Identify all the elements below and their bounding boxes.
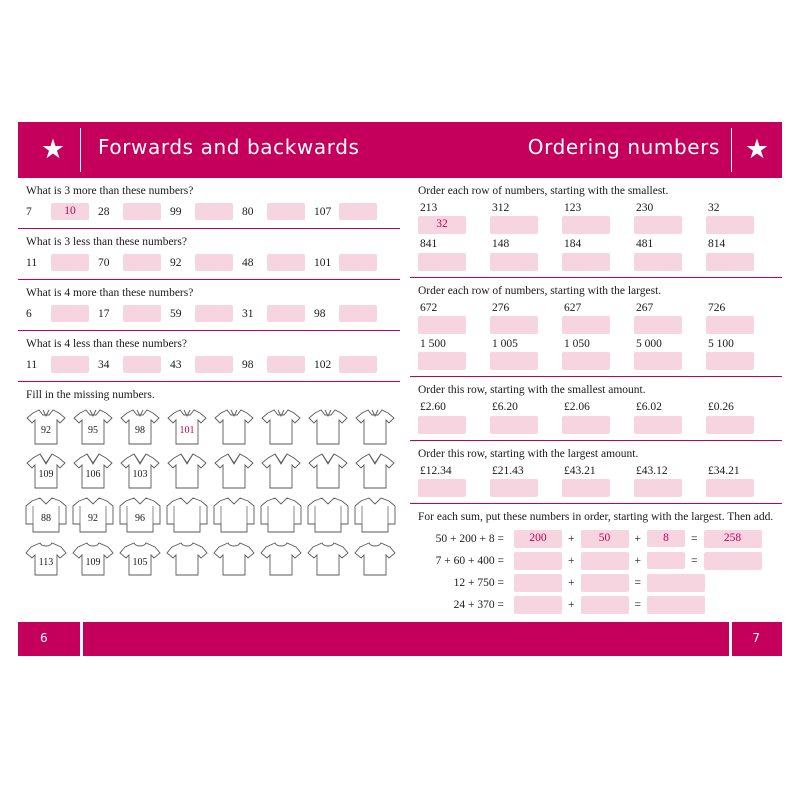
number-cell	[418, 465, 490, 497]
shirt-row	[18, 450, 400, 492]
sum-term-box[interactable]	[647, 552, 685, 569]
answer-box[interactable]	[418, 316, 466, 334]
shirt-label: 105	[132, 557, 148, 568]
number-cell	[706, 338, 778, 370]
given-number: 1 500	[420, 337, 446, 350]
number-cell	[490, 338, 562, 370]
equals-sign: =	[634, 576, 641, 589]
number-cell	[490, 401, 562, 433]
sum-result-box[interactable]	[647, 596, 705, 614]
shirt-item[interactable]	[212, 406, 256, 448]
page-number-left: 6	[40, 631, 48, 645]
answer-box[interactable]	[706, 216, 754, 234]
answer-box[interactable]	[562, 416, 610, 434]
sum-term-box[interactable]: 50	[581, 530, 629, 548]
shirt-item[interactable]	[71, 406, 115, 448]
right-page-content	[410, 178, 782, 622]
answer-pair	[170, 254, 242, 271]
shirt-item[interactable]	[165, 494, 209, 536]
answer-pair	[314, 254, 386, 271]
answer-box[interactable]	[195, 203, 233, 220]
answer-box[interactable]	[706, 416, 754, 434]
star-icon: ★	[744, 134, 770, 164]
given-number: 841	[420, 238, 438, 251]
number-cell	[562, 338, 634, 370]
exercise-prompt: Order this row, starting with the largest amount.	[418, 447, 639, 460]
sum-expression: 12 + 750 =	[453, 576, 504, 589]
sum-expression: 50 + 200 + 8 =	[435, 532, 504, 545]
shirt-item[interactable]	[353, 406, 397, 448]
answer-box[interactable]	[562, 253, 610, 271]
given-number: £21.43	[492, 464, 524, 477]
given-number: 107	[314, 205, 332, 218]
exercise-prompt: Order each row of numbers, starting with the smallest.	[418, 185, 669, 197]
answer-box[interactable]	[195, 305, 233, 322]
number-cell	[634, 401, 706, 433]
given-number: £6.02	[636, 401, 662, 414]
shirt-item[interactable]	[71, 494, 115, 536]
given-number: 5 100	[708, 337, 734, 350]
sum-result-box[interactable]	[704, 552, 762, 570]
answer-pair	[242, 254, 314, 271]
given-number: 99	[170, 205, 182, 218]
answer-pair	[242, 203, 314, 220]
answer-pair	[98, 305, 170, 322]
number-cell	[634, 238, 706, 270]
answer-box[interactable]	[490, 479, 538, 497]
given-number: 17	[98, 307, 110, 320]
sum-term-box[interactable]	[514, 596, 562, 614]
number-row	[410, 302, 782, 334]
given-number: 627	[564, 301, 582, 314]
given-number: 98	[242, 358, 254, 371]
answer-box[interactable]	[51, 254, 89, 271]
answer-box[interactable]	[562, 352, 610, 370]
answer-box[interactable]	[490, 316, 538, 334]
header-divider-left	[80, 128, 81, 172]
given-number: 32	[708, 202, 720, 214]
number-row	[410, 202, 782, 234]
given-number: 11	[26, 358, 38, 371]
given-number: 481	[636, 238, 654, 251]
answer-box[interactable]	[339, 203, 377, 220]
answer-box[interactable]	[706, 253, 754, 271]
shirt-label: 103	[132, 469, 148, 480]
answer-box[interactable]	[634, 316, 682, 334]
sum-row	[410, 572, 782, 594]
given-number: 7	[26, 205, 32, 218]
given-number: £0.26	[708, 401, 734, 414]
equals-sign: =	[691, 532, 698, 545]
shirt-item[interactable]	[306, 450, 350, 492]
answer-box[interactable]	[562, 316, 610, 334]
shirt-item[interactable]	[306, 494, 350, 536]
answer-box[interactable]	[706, 352, 754, 370]
given-number: 101	[314, 256, 332, 269]
number-cell	[706, 465, 778, 497]
shirt-label: 92	[41, 425, 51, 436]
footer-divider-left	[80, 622, 83, 656]
number-cell	[706, 401, 778, 433]
answer-box[interactable]	[51, 356, 89, 373]
number-cell	[562, 202, 634, 234]
given-number: 6	[26, 307, 32, 320]
shirt-item[interactable]	[212, 450, 256, 492]
shirt-item[interactable]	[24, 494, 68, 536]
exercise-prompt: Order each row of numbers, starting with the largest.	[418, 284, 662, 297]
sum-term-box[interactable]	[581, 552, 629, 570]
number-cell	[490, 302, 562, 334]
answer-box[interactable]	[490, 253, 538, 271]
exercise-prompt: Order this row, starting with the smallest amount.	[418, 384, 646, 397]
number-cell	[418, 401, 490, 433]
shirt-label: 113	[38, 557, 54, 568]
answer-box[interactable]	[195, 356, 233, 373]
sum-row	[410, 528, 782, 550]
answer-pair	[242, 356, 314, 373]
given-number: 98	[314, 307, 326, 320]
shirt-item[interactable]	[212, 538, 256, 580]
answer-box[interactable]	[634, 416, 682, 434]
plus-sign: +	[634, 554, 641, 567]
number-cell	[418, 302, 490, 334]
answer-pair	[98, 356, 170, 373]
exercise-3-more	[18, 178, 400, 229]
given-number: 11	[26, 256, 38, 269]
answer-box[interactable]	[562, 216, 610, 234]
plus-sign: +	[568, 576, 575, 589]
given-number: 34	[98, 358, 110, 371]
answer-box[interactable]	[418, 416, 466, 434]
number-row	[410, 334, 782, 376]
shirt-item[interactable]	[259, 450, 303, 492]
answer-pair	[98, 203, 170, 220]
answer-pair	[314, 305, 386, 322]
answer-box[interactable]	[490, 216, 538, 234]
answer-box[interactable]	[418, 253, 466, 271]
sum-term-box[interactable]: 200	[514, 530, 562, 548]
column-gutter	[400, 178, 401, 622]
answer-pair	[26, 305, 98, 322]
shirt-item[interactable]	[165, 450, 209, 492]
answer-pair	[314, 356, 386, 373]
number-cell	[418, 238, 490, 270]
number-cell	[490, 465, 562, 497]
answer-box[interactable]	[418, 479, 466, 497]
left-page-content	[18, 178, 400, 622]
shirt-label: 88	[41, 513, 51, 524]
answer-box[interactable]	[195, 254, 233, 271]
header-divider-right	[731, 128, 732, 172]
answer-row	[18, 253, 400, 279]
shirt-item[interactable]	[306, 406, 350, 448]
shirt-row	[18, 406, 400, 448]
exercise-money-smallest	[410, 377, 782, 440]
plus-sign: +	[634, 532, 641, 545]
answer-row	[18, 304, 400, 330]
given-number: 184	[564, 238, 582, 251]
given-number: 267	[636, 301, 654, 314]
answer-pair	[170, 305, 242, 322]
shirt-item[interactable]	[353, 494, 397, 536]
given-number: 70	[98, 256, 110, 269]
answer-box[interactable]	[634, 253, 682, 271]
equals-sign: =	[691, 554, 698, 567]
answer-box[interactable]: 32	[418, 216, 466, 234]
given-number: 726	[708, 301, 726, 314]
answer-pair	[170, 356, 242, 373]
given-number: 59	[170, 307, 182, 320]
star-icon: ★	[40, 134, 66, 164]
given-number: 102	[314, 358, 332, 371]
answer-box[interactable]	[490, 352, 538, 370]
given-number: 312	[492, 202, 510, 214]
answer-box[interactable]	[267, 254, 305, 271]
equals-sign: =	[634, 598, 641, 611]
number-cell	[706, 302, 778, 334]
shirt-item[interactable]	[259, 406, 303, 448]
answer-box[interactable]	[339, 254, 377, 271]
sum-term-box[interactable]	[581, 574, 629, 592]
shirt-item[interactable]	[259, 538, 303, 580]
answer-box[interactable]: 10	[51, 203, 89, 220]
number-cell	[634, 302, 706, 334]
shirt-label: 109	[38, 469, 54, 480]
number-row	[410, 234, 782, 276]
shirt-item[interactable]	[165, 406, 209, 448]
shirt-item[interactable]	[118, 406, 162, 448]
exercise-4-less	[18, 331, 400, 382]
answer-box[interactable]	[634, 352, 682, 370]
given-number: £6.20	[492, 401, 518, 414]
page-title-right: Ordering numbers	[527, 135, 720, 159]
number-cell	[490, 202, 562, 234]
shirt-label: 101	[179, 425, 195, 436]
shirt-item[interactable]	[118, 450, 162, 492]
answer-box[interactable]	[267, 356, 305, 373]
shirt-item[interactable]	[306, 538, 350, 580]
shirt-item[interactable]	[353, 450, 397, 492]
shirt-label: 95	[88, 425, 98, 436]
given-number: £2.06	[564, 401, 590, 414]
answer-pair	[242, 305, 314, 322]
number-cell	[706, 238, 778, 270]
answer-box[interactable]	[123, 305, 161, 322]
shirt-item[interactable]	[118, 538, 162, 580]
given-number: 1 005	[492, 337, 518, 350]
answer-box[interactable]	[51, 305, 89, 322]
given-number: 43	[170, 358, 182, 371]
sum-term-box[interactable]	[514, 574, 562, 592]
answer-pair	[26, 356, 98, 373]
sum-row	[410, 594, 782, 616]
given-number: 31	[242, 307, 254, 320]
shirt-item[interactable]	[24, 538, 68, 580]
exercise-order-smallest	[410, 178, 782, 278]
given-number: 814	[708, 238, 726, 251]
answer-box[interactable]	[339, 305, 377, 322]
given-number: 672	[420, 301, 438, 314]
number-cell	[418, 202, 490, 234]
plus-sign: +	[568, 554, 575, 567]
shirt-item[interactable]	[24, 406, 68, 448]
footer-band	[18, 622, 782, 656]
answer-box[interactable]	[562, 479, 610, 497]
number-cell	[634, 202, 706, 234]
sum-term-box[interactable]	[581, 596, 629, 614]
shirt-item[interactable]	[165, 538, 209, 580]
exercise-prompt: What is 3 less than these numbers?	[26, 236, 187, 248]
answer-pair	[98, 254, 170, 271]
number-cell	[562, 465, 634, 497]
answer-row	[18, 355, 400, 381]
shirt-item[interactable]	[118, 494, 162, 536]
given-number: 230	[636, 202, 654, 214]
given-number: 1 050	[564, 337, 590, 350]
given-number: £43.12	[636, 464, 668, 477]
answer-box[interactable]	[418, 352, 466, 370]
answer-pair	[26, 254, 98, 271]
exercise-prompt: What is 3 more than these numbers?	[26, 185, 194, 197]
page-number-right: 7	[752, 631, 760, 645]
page-footer	[18, 622, 782, 656]
exercise-prompt: What is 4 more than these numbers?	[26, 287, 194, 299]
sum-term-box[interactable]	[514, 552, 562, 570]
exercise-sums	[410, 504, 782, 616]
given-number: 148	[492, 238, 510, 251]
number-row	[410, 465, 782, 503]
exercise-prompt: Fill in the missing numbers.	[26, 389, 155, 401]
given-number: 123	[564, 202, 582, 214]
footer-divider-right	[729, 622, 732, 656]
shirt-label: 106	[85, 469, 101, 480]
page-title-left: Forwards and backwards	[98, 135, 360, 159]
number-cell	[490, 238, 562, 270]
plus-sign: +	[568, 598, 575, 611]
answer-box[interactable]	[490, 416, 538, 434]
worksheet-spread	[18, 122, 782, 678]
exercise-3-less	[18, 229, 400, 280]
answer-box[interactable]	[634, 216, 682, 234]
sum-result-box[interactable]	[647, 574, 705, 592]
exercise-money-largest	[410, 441, 782, 504]
given-number: £12.34	[420, 464, 452, 477]
shirt-item[interactable]	[71, 450, 115, 492]
given-number: 5 000	[636, 337, 662, 350]
number-cell	[634, 338, 706, 370]
shirt-label: 98	[135, 425, 145, 436]
answer-box[interactable]	[123, 203, 161, 220]
sum-row	[410, 550, 782, 572]
exercise-order-largest	[410, 278, 782, 378]
answer-pair	[314, 203, 386, 220]
shirt-row	[18, 538, 400, 580]
answer-box[interactable]	[706, 479, 754, 497]
given-number: 213	[420, 202, 438, 214]
shirt-row	[18, 494, 400, 536]
number-cell	[562, 238, 634, 270]
number-cell	[706, 202, 778, 234]
answer-row	[18, 202, 400, 228]
sum-expression: 7 + 60 + 400 =	[435, 554, 504, 567]
answer-box[interactable]	[339, 356, 377, 373]
shirt-item[interactable]	[71, 538, 115, 580]
shirt-label: 109	[85, 557, 101, 568]
shirt-label: 96	[135, 513, 145, 524]
plus-sign: +	[568, 532, 575, 545]
answer-box[interactable]	[706, 316, 754, 334]
given-number: £34.21	[708, 464, 740, 477]
given-number: £2.60	[420, 401, 446, 414]
answer-pair	[26, 203, 98, 220]
shirt-item[interactable]	[24, 450, 68, 492]
number-cell	[562, 302, 634, 334]
answer-box[interactable]	[267, 203, 305, 220]
answer-box[interactable]	[634, 479, 682, 497]
shirt-item[interactable]	[259, 494, 303, 536]
answer-box[interactable]	[123, 356, 161, 373]
given-number: 80	[242, 205, 254, 218]
given-number: 92	[170, 256, 182, 269]
number-cell	[634, 465, 706, 497]
exercise-missing-numbers	[18, 382, 400, 580]
page-header	[18, 122, 782, 178]
shirt-item[interactable]	[212, 494, 256, 536]
given-number: £43.21	[564, 464, 596, 477]
sum-result-box[interactable]: 258	[704, 530, 762, 548]
shirt-label: 92	[88, 513, 98, 524]
answer-pair	[170, 203, 242, 220]
answer-box[interactable]	[267, 305, 305, 322]
number-row	[410, 401, 782, 439]
exercise-prompt: What is 4 less than these numbers?	[26, 338, 187, 350]
number-cell	[418, 338, 490, 370]
exercise-4-more	[18, 280, 400, 331]
given-number: 48	[242, 256, 254, 269]
sum-term-box[interactable]: 8	[647, 530, 685, 547]
exercise-prompt: For each sum, put these numbers in order, starting with the largest. Then add.	[418, 510, 774, 523]
number-cell	[562, 401, 634, 433]
answer-box[interactable]	[123, 254, 161, 271]
given-number: 28	[98, 205, 110, 218]
given-number: 276	[492, 301, 510, 314]
sum-expression: 24 + 370 =	[453, 598, 504, 611]
shirt-item[interactable]	[353, 538, 397, 580]
